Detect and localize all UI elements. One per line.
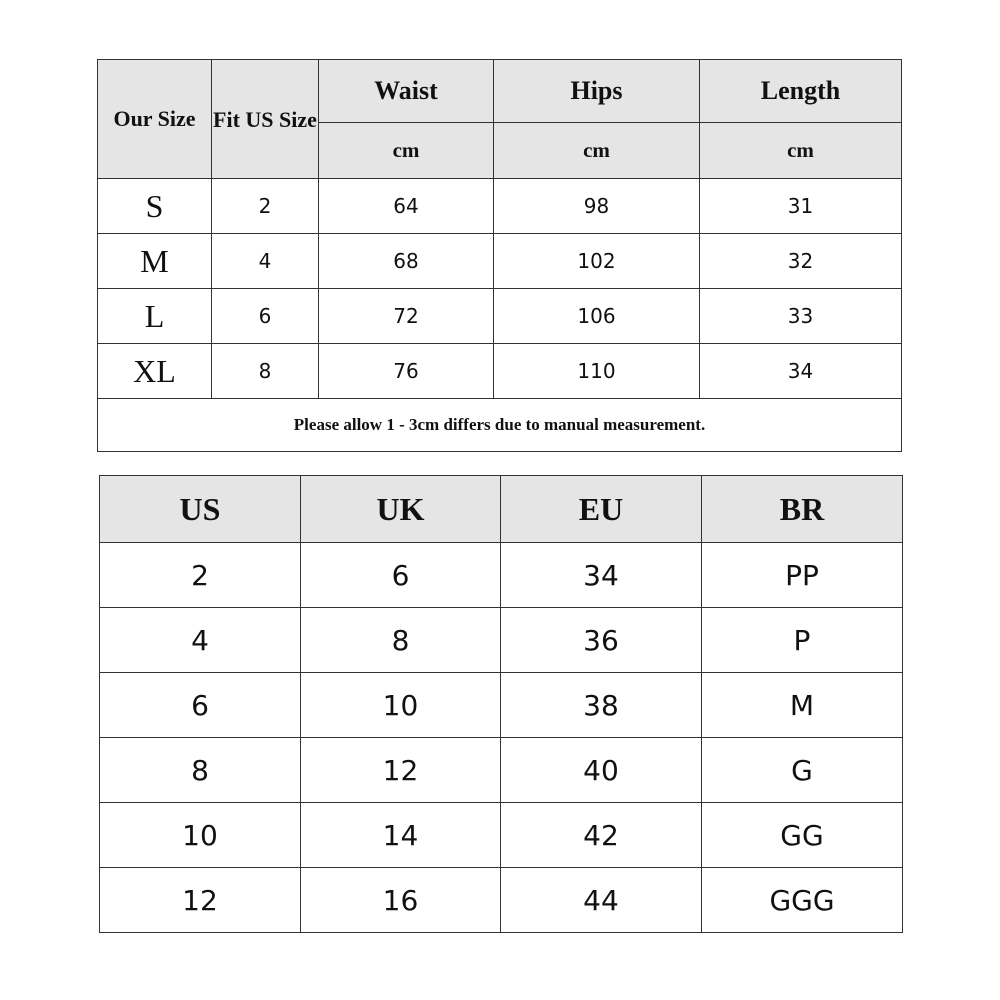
table-row [100, 543, 903, 608]
uk-value: 10 [301, 673, 501, 738]
size-conversion-table [99, 475, 903, 933]
us-value: 12 [100, 868, 301, 933]
table-row [98, 344, 902, 399]
br-value: G [702, 738, 903, 803]
size-chart-header [98, 60, 902, 179]
size-label: XL [98, 344, 212, 399]
fit-us-value: 4 [212, 234, 319, 289]
size-chart-table [97, 59, 902, 452]
uk-value: 6 [301, 543, 501, 608]
uk-value: 8 [301, 608, 501, 673]
hips-value: 98 [494, 179, 700, 234]
uk-value: 14 [301, 803, 501, 868]
table-row [100, 608, 903, 673]
unit-hips: cm [494, 123, 700, 179]
br-value: GG [702, 803, 903, 868]
br-value: P [702, 608, 903, 673]
waist-value: 68 [319, 234, 494, 289]
hips-value: 106 [494, 289, 700, 344]
conversion-header [100, 476, 903, 543]
eu-value: 42 [501, 803, 702, 868]
waist-value: 76 [319, 344, 494, 399]
header-br: BR [702, 476, 903, 543]
us-value: 2 [100, 543, 301, 608]
fit-us-value: 6 [212, 289, 319, 344]
size-label: M [98, 234, 212, 289]
eu-value: 36 [501, 608, 702, 673]
table-row [98, 289, 902, 344]
eu-value: 40 [501, 738, 702, 803]
header-eu: EU [501, 476, 702, 543]
us-value: 4 [100, 608, 301, 673]
waist-value: 72 [319, 289, 494, 344]
unit-waist: cm [319, 123, 494, 179]
us-value: 10 [100, 803, 301, 868]
header-hips: Hips [494, 60, 700, 123]
header-uk: UK [301, 476, 501, 543]
header-us: US [100, 476, 301, 543]
header-waist: Waist [319, 60, 494, 123]
header-fit-us-size: Fit US Size [212, 60, 319, 179]
length-value: 32 [700, 234, 902, 289]
hips-value: 110 [494, 344, 700, 399]
header-our-size: Our Size [98, 60, 212, 179]
length-value: 34 [700, 344, 902, 399]
table-row [100, 803, 903, 868]
table-row [100, 868, 903, 933]
fit-us-value: 8 [212, 344, 319, 399]
length-value: 33 [700, 289, 902, 344]
size-label: L [98, 289, 212, 344]
size-label: S [98, 179, 212, 234]
fit-us-value: 2 [212, 179, 319, 234]
table-row [98, 234, 902, 289]
eu-value: 38 [501, 673, 702, 738]
us-value: 6 [100, 673, 301, 738]
note-row [98, 399, 902, 452]
br-value: M [702, 673, 903, 738]
br-value: GGG [702, 868, 903, 933]
unit-length: cm [700, 123, 902, 179]
length-value: 31 [700, 179, 902, 234]
waist-value: 64 [319, 179, 494, 234]
table-row [100, 673, 903, 738]
table-row [98, 179, 902, 234]
us-value: 8 [100, 738, 301, 803]
eu-value: 44 [501, 868, 702, 933]
table-row [100, 738, 903, 803]
uk-value: 12 [301, 738, 501, 803]
eu-value: 34 [501, 543, 702, 608]
br-value: PP [702, 543, 903, 608]
measurement-note: Please allow 1 - 3cm differs due to manual measurement. [98, 399, 902, 452]
uk-value: 16 [301, 868, 501, 933]
hips-value: 102 [494, 234, 700, 289]
header-length: Length [700, 60, 902, 123]
